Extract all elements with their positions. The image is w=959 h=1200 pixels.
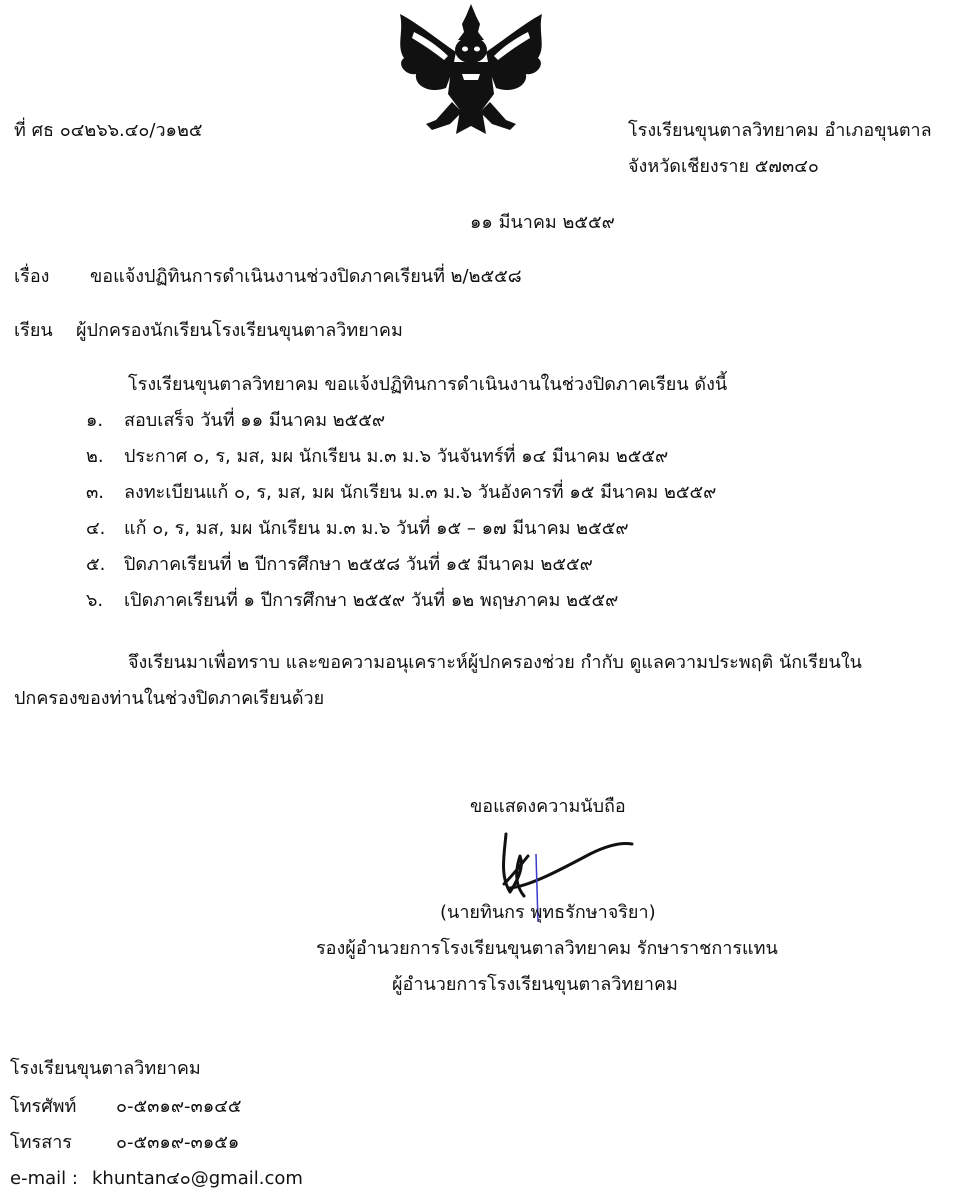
organization-address-line1: โรงเรียนขุนตาลวิทยาคม อำเภอขุนตาล — [628, 120, 932, 141]
signatory-position-line2: ผู้อำนวยการโรงเรียนขุนตาลวิทยาคม — [392, 974, 678, 995]
signatory-name: (นายทินกร พุทธรักษาจริยา) — [440, 902, 656, 923]
list-item-number: ๖. — [86, 590, 104, 611]
footer-email-label: e-mail : — [10, 1168, 78, 1189]
list-item-number: ๕. — [86, 554, 106, 575]
list-item-number: ๓. — [86, 482, 105, 503]
list-item: ประกาศ ๐, ร, มส, มผ นักเรียน ม.๓ ม.๖ วันจันทร์ที่ ๑๔ มีนาคม ๒๕๕๙ — [124, 446, 669, 467]
organization-address-line2: จังหวัดเชียงราย ๕๗๓๔๐ — [628, 156, 819, 177]
footer-phone-number: ๐-๕๓๑๙-๓๑๔๕ — [116, 1096, 242, 1117]
list-item: แก้ ๐, ร, มส, มผ นักเรียน ม.๓ ม.๖ วันที่ ๑๕ – ๑๗ มีนาคม ๒๕๕๙ — [124, 518, 629, 539]
salutation: ขอแสดงความนับถือ — [470, 796, 626, 817]
footer-fax-number: ๐-๕๓๑๙-๓๑๕๑ — [116, 1132, 240, 1153]
footer-fax-label: โทรสาร — [10, 1132, 72, 1153]
list-item-number: ๔. — [86, 518, 106, 539]
reference-number: ที่ ศธ ๐๔๒๖๖.๔๐/ว๑๒๕ — [14, 120, 203, 141]
signatory-position-line1: รองผู้อำนวยการโรงเรียนขุนตาลวิทยาคม รักษาราชการแทน — [316, 938, 778, 959]
letter-date: ๑๑ มีนาคม ๒๕๕๙ — [470, 212, 615, 233]
list-item-number: ๒. — [86, 446, 104, 467]
list-item: เปิดภาคเรียนที่ ๑ ปีการศึกษา ๒๕๕๙ วันที่ ๑๒ พฤษภาคม ๒๕๕๙ — [124, 590, 619, 611]
recipient-label: เรียน — [14, 320, 53, 341]
list-item: ลงทะเบียนแก้ ๐, ร, มส, มผ นักเรียน ม.๓ ม.๖ วันอังคารที่ ๑๕ มีนาคม ๒๕๕๙ — [124, 482, 717, 503]
list-item: ปิดภาคเรียนที่ ๒ ปีการศึกษา ๒๕๕๘ วันที่ ๑๕ มีนาคม ๒๕๕๙ — [124, 554, 593, 575]
subject-label: เรื่อง — [14, 266, 50, 287]
closing-paragraph-line1: จึงเรียนมาเพื่อทราบ และขอความอนุเคราะห์ผู้ปกครองช่วย กำกับ ดูแลความประพฤติ นักเรียนใน — [128, 652, 862, 673]
body-intro: โรงเรียนขุนตาลวิทยาคม ขอแจ้งปฏิทินการดำเนินงานในช่วงปิดภาคเรียน ดังนี้ — [128, 374, 728, 395]
footer-phone-label: โทรศัพท์ — [10, 1096, 77, 1117]
list-item: สอบเสร็จ วันที่ ๑๑ มีนาคม ๒๕๕๙ — [124, 410, 386, 431]
garuda-emblem-icon — [386, 2, 556, 142]
recipient-text: ผู้ปกครองนักเรียนโรงเรียนขุนตาลวิทยาคม — [76, 320, 403, 341]
footer-school-name: โรงเรียนขุนตาลวิทยาคม — [10, 1058, 201, 1079]
closing-paragraph-line2: ปกครองของท่านในช่วงปิดภาคเรียนด้วย — [14, 688, 325, 709]
footer-email-address: khuntan๔๐@gmail.com — [92, 1168, 303, 1189]
subject-text: ขอแจ้งปฏิทินการดำเนินงานช่วงปิดภาคเรียนที่ ๒/๒๕๕๘ — [90, 266, 522, 287]
list-item-number: ๑. — [86, 410, 104, 431]
